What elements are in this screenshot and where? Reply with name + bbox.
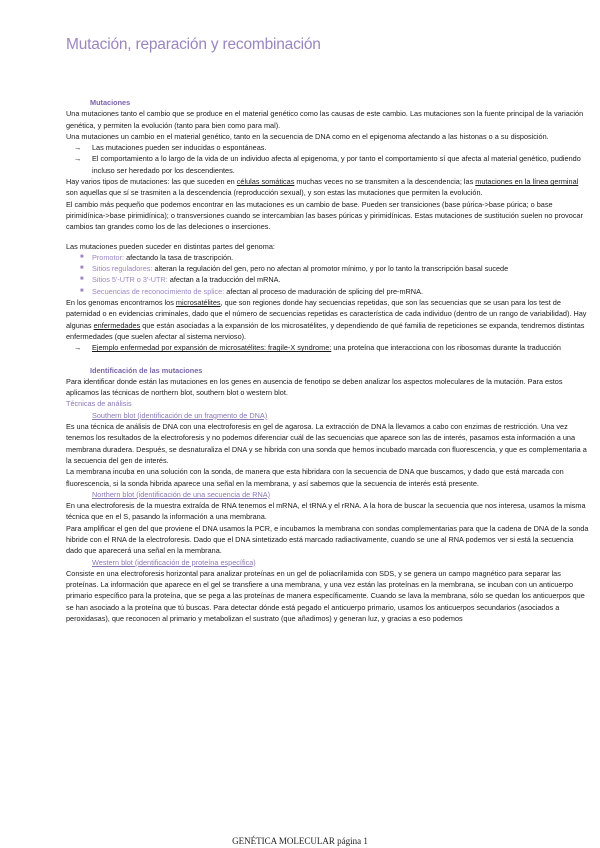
paragraph: Una mutaciones un cambio en el material genético, tanto en la secuencia de DNA como en el epigenoma afectando a las histonas o a su disposición. bbox=[66, 131, 549, 141]
bullet-icon: ■ bbox=[80, 265, 84, 272]
paragraph: La membrana incuba en una solución con la sonda, de manera que esta hibridara con la secuencia de DNA que buscamos, y dado que está marcada con fluorescencia, si la sonda hibrida aparece una señal en la membrana, y así sabemos que la secuencia de interés está presente. bbox=[66, 467, 564, 488]
paragraph: Una mutaciones tanto el cambio que se produce en el material genético como las causas de este cambio. Las mutaciones son la fuente principal de la variación genética, y permiten la evolución (tanto para bien como para mal). bbox=[66, 109, 584, 130]
list-item: ■ Sitios reguladores: alteran la regulación del gen, pero no afectan al promotor mínimo, y por lo tanto la transcripción basal sucede bbox=[80, 264, 509, 274]
page-footer: GENÉTICA MOLECULAR página 1 bbox=[232, 836, 368, 846]
paragraph: En una electroforesis de la muestra extraída de RNA tenemos el mRNA, el tRNA y el rRNA. A la hora de buscar la secuencia que nos interesa, usamos la misma técnica que en el S, pasando la información a una membrana. bbox=[66, 501, 586, 522]
list-item: → Ejemplo enfermedad por expansión de microsatélites: fragile-X syndrome: una proteína que interacciona con los ribosomas durante la traducción bbox=[74, 343, 561, 353]
paragraph: El cambio más pequeño que podemos encontrar en las mutaciones es un cambio de base. Pueden ser transiciones (base púrica->base púrica; o base pirimidínica->base pirimidínica); o transversiones cuando se intercambian las bases púricas y pirimidínicas. Estas mutaciones de sustitución suelen no provocar cambios tan grandes como los de las deleciones o inserciones. bbox=[66, 199, 583, 232]
heading-southern-blot: Southern blot (identificación de un fragmento de DNA) bbox=[92, 410, 268, 420]
arrow-icon: → bbox=[74, 154, 82, 164]
arrow-icon: → bbox=[74, 143, 82, 153]
paragraph: Hay varios tipos de mutaciones: las que suceden en células somáticas muchas veces no se transmiten a la descendencia; las mutaciones en la línea germinal son aquellas que sí se trasmiten a la descendencia (reproducción sexual), y son estas las mutaciones que permiten la evolución. bbox=[66, 177, 579, 198]
paragraph: Para amplificar el gen del que proviene el DNA usamos la PCR, e incubamos la membrana con sondas complementarias para que la cadena de DNA de la sonda hibride con el RNA de la electroforesis. Dado que el DNA sintetizado está marcado radiactivamente, cuando se une al RNA podemos ver si está la secuencia dado que aparecerá una señal en la membrana. bbox=[66, 523, 589, 556]
subheading-tecnicas: Técnicas de análisis bbox=[66, 399, 132, 409]
list-item: → El comportamiento a lo largo de la vida de un individuo afecta al epigenoma, y por tanto el comportamiento sí que afecta al material genético, pudiendo incluso ser heredado por los descendientes. bbox=[74, 154, 581, 175]
list-item: ■ Promotor: afectando la tasa de trascripción. bbox=[80, 252, 234, 262]
arrow-icon: → bbox=[74, 343, 82, 353]
bullet-icon: ■ bbox=[80, 287, 84, 294]
paragraph: Es una técnica de análisis de DNA con una electroforesis en gel de agarosa. La extracción de DNA la llevamos a cabo con enzimas de restricción. Una vez tenemos los resultados de la electroforesis y no podemos diferenciar cuál de las secuencias que aparece son las de interés, pasamos esta información a una membrana duradera. Después, se desnaturaliza el DNA y se hibrida con una sonda que hemos incubado marcada con fluorescencia, y que es complementaria a la secuencia del gen de interés. bbox=[66, 422, 587, 465]
paragraph: Consiste en una electroforesis horizontal para analizar proteínas en un gel de poliacrilamida con SDS, y se genera un campo magnético para separar las proteínas. La información que aparece en el gel se transfiere a una membrana, y una vez están las proteínas en la membrana, se incuban con un anticuerpo primario específico para la proteína, que se pega a las proteínas de manera específicamente. Cuando se lava la membrana, sólo se quedan los anticuerpos que se han asociado a la proteína que tú buscas. Para detectar dónde está pegado el anticuerpo primario, usamos los anticuerpos secundarios (asociados a peroxidasas), que reconocen al primario y metabolizan el sustrato (que añadimos) y generan luz, y gracias a eso podemos bbox=[66, 568, 585, 624]
page-title: Mutación, reparación y recombinación bbox=[66, 36, 321, 53]
paragraph: Las mutaciones pueden suceder en distintas partes del genoma: bbox=[66, 241, 275, 251]
bullet-icon: ■ bbox=[80, 253, 84, 260]
document-body bbox=[66, 97, 590, 624]
list-item: ■ Secuencias de reconocimiento de splice: afectan al proceso de maduración de splicing del pre-mRNA. bbox=[80, 286, 423, 296]
paragraph: En los genomas encontramos los microsatélites, que son regiones donde hay secuencias repetidas, que son las secuencias que se usan para los test de paternidad o en evidencias criminales, dado que el número de secuencias repetidas es característica de cada individuo (dentro de un rango de variabilidad). Hay algunas enfermedades que están asociadas a la expansión de los microsatélites, y dependiendo de qué familia de repeticiones se expanda, tendremos distintas enfermedades (que suelen afectar al sistema nervioso). bbox=[66, 298, 587, 341]
heading-mutaciones: Mutaciones bbox=[90, 98, 131, 107]
heading-northern-blot: Northern blot (identificación de una secuencia de RNA) bbox=[92, 489, 271, 499]
paragraph: Para identificar donde están las mutaciones en los genes en ausencia de fenotipo se deben analizar los aspectos moleculares de la mutación. Para estos aplicamos las técnicas de northern blot, southern blot o western blot. bbox=[66, 376, 563, 398]
list-item: → Las mutaciones pueden ser inducidas o espontáneas. bbox=[74, 143, 267, 153]
heading-western-blot: Western blot (identificación de proteína específica) bbox=[92, 557, 256, 567]
bullet-icon: ■ bbox=[80, 276, 84, 283]
heading-identificacion: Identificación de las mutaciones bbox=[90, 365, 203, 375]
list-item: ■ Sitios 5'-UTR o 3'-UTR: afectan a la traducción del mRNA. bbox=[80, 275, 281, 285]
